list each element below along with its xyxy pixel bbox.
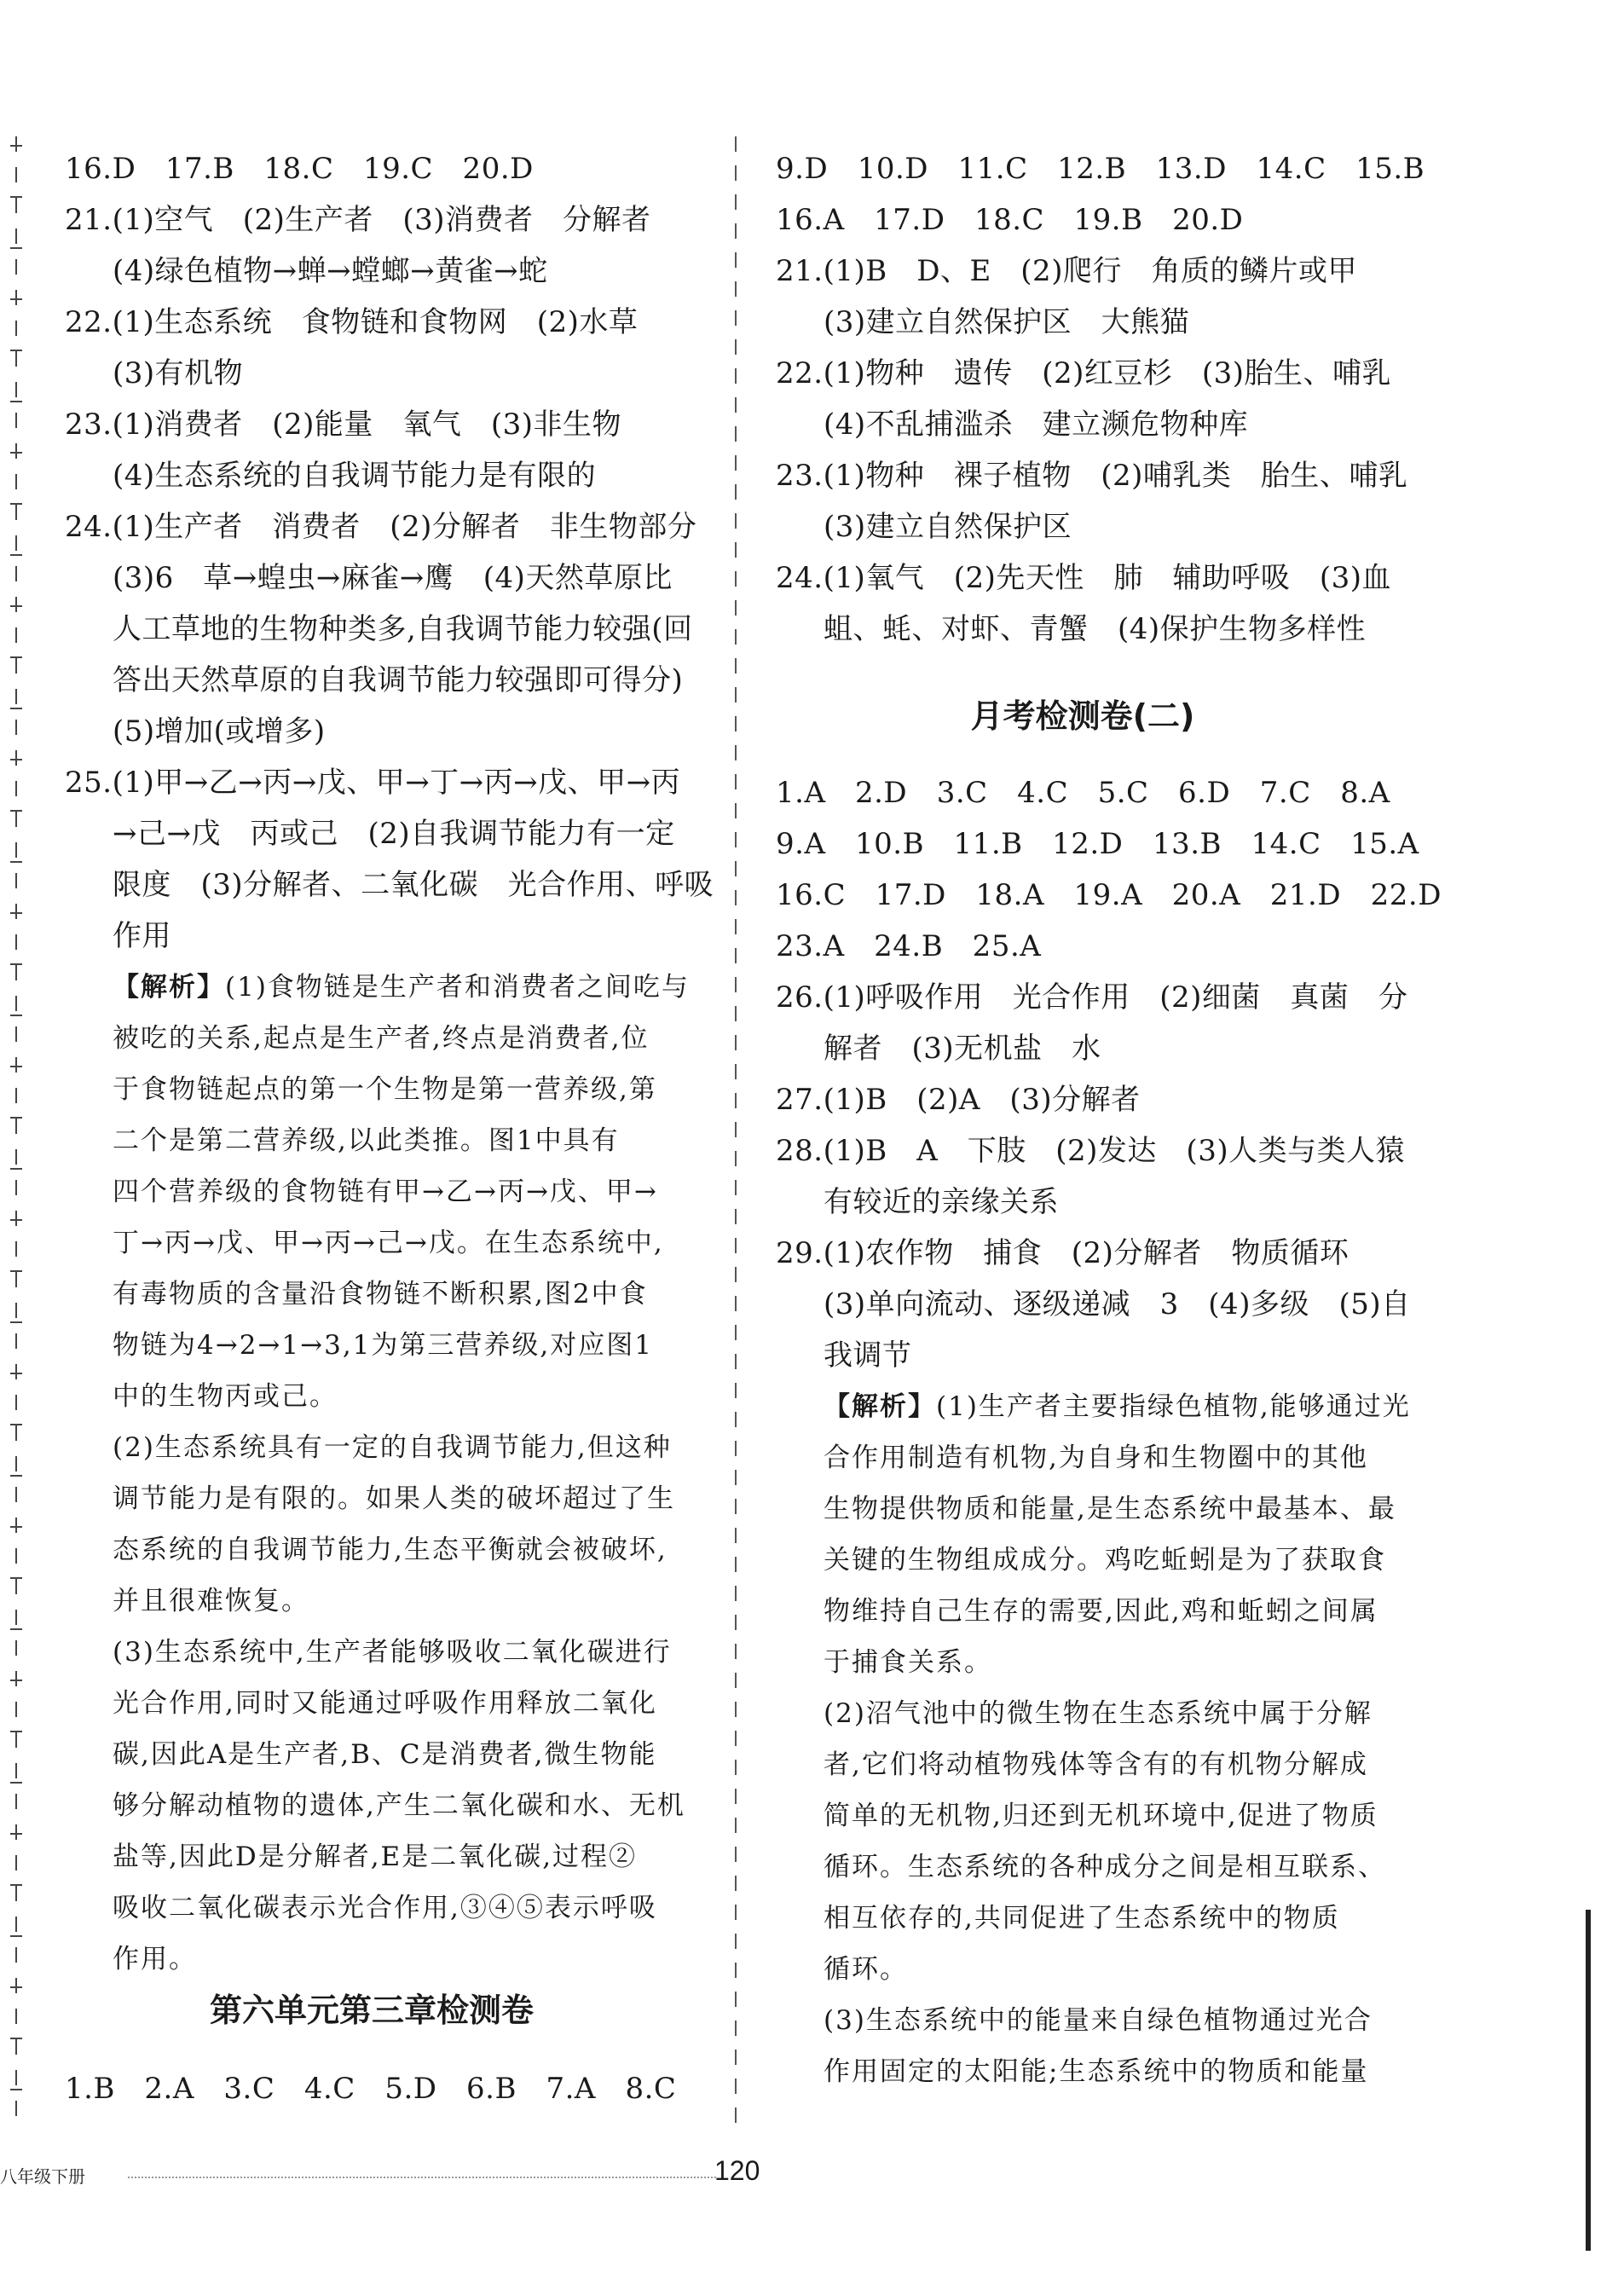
answer-line: (3)有机物: [113, 356, 244, 390]
binding-tick: [10, 1117, 22, 1119]
analysis-line: 于捕食关系。: [824, 1647, 992, 1678]
binding-tick: [10, 1015, 22, 1016]
right-column: [776, 143, 1475, 655]
analysis-line: 吸收二氧化碳表示光合作用,③④⑤表示呼吸: [113, 1893, 657, 1923]
binding-tick: [10, 1782, 22, 1784]
left-column: [65, 143, 764, 1985]
answer-line: 1.A 2.D 3.C 4.C 5.C 6.D 7.C 8.A: [776, 776, 1390, 810]
answer-line: 16.C 17.D 18.A 19.A 20.A 21.D 22.D: [776, 878, 1442, 912]
answer-line: 作用: [113, 919, 171, 953]
answer-line: 23.A 24.B 25.A: [776, 929, 1042, 963]
binding-tick: [10, 1884, 22, 1886]
answer-line: 有较近的亲缘关系: [824, 1185, 1059, 1219]
analysis-line: 【解析】(1)生产者主要指绿色植物,能够通过光: [824, 1391, 1411, 1422]
binding-tick: [10, 1424, 22, 1425]
binding-tick: [10, 247, 22, 249]
binding-tick: [10, 1935, 22, 1937]
answer-line: 16.D 17.B 18.C 19.C 20.D: [65, 152, 534, 186]
binding-tick: [10, 145, 22, 147]
binding-tick: [10, 503, 22, 505]
analysis-line: 简单的无机物,归还到无机环境中,促进了物质: [824, 1801, 1378, 1831]
binding-tick: [10, 605, 22, 607]
analysis-line: 作用固定的太阳能;生态系统中的物质和能量: [824, 2056, 1369, 2087]
analysis-line: 有毒物质的含量沿食物链不断积累,图2中食: [113, 1279, 648, 1310]
answer-line: (3)6 草→蝗虫→麻雀→鹰 (4)天然草原比: [113, 561, 673, 595]
binding-tick: [10, 1833, 22, 1835]
answer-line: 答出天然草原的自我调节能力较强即可得分): [113, 663, 684, 697]
analysis-line: 于食物链起点的第一个生物是第一营养级,第: [113, 1074, 657, 1105]
binding-tick: [10, 963, 22, 965]
binding-tick: [10, 708, 22, 709]
section-heading: 第六单元第三章检测卷: [209, 1992, 534, 2029]
section-heading: 月考检测卷(二): [970, 697, 1195, 735]
binding-tick: [10, 554, 22, 556]
binding-tick: [10, 2089, 22, 2090]
analysis-line: 碳,因此A是生产者,B、C是消费者,微生物能: [113, 1739, 657, 1770]
answer-line: 22.(1)物种 遗传 (2)红豆杉 (3)胎生、哺乳: [776, 356, 1392, 390]
answer-line: (4)生态系统的自我调节能力是有限的: [113, 459, 597, 493]
binding-tick: [10, 810, 22, 812]
analysis-line: 够分解动植物的遗体,产生二氧化碳和水、无机: [113, 1790, 685, 1821]
answer-line: 24.(1)生产者 消费者 (2)分解者 非生物部分: [65, 510, 697, 544]
analysis-line: 【解析】(1)食物链是生产者和消费者之间吃与: [113, 972, 690, 1003]
answer-line: 22.(1)生态系统 食物链和食物网 (2)水草: [65, 305, 639, 339]
binding-tick: [10, 759, 22, 760]
answer-line: 21.(1)B D、E (2)爬行 角质的鳞片或甲: [776, 254, 1357, 288]
analysis-line: 循环。生态系统的各种成分之间是相互联系、: [824, 1852, 1386, 1882]
scan-edge-shadow: [1586, 1910, 1591, 2251]
analysis-line: 态系统的自我调节能力,生态平衡就会被破坏,: [113, 1535, 668, 1565]
binding-tick: [10, 1731, 22, 1732]
binding-tick: [10, 1321, 22, 1323]
binding-tick: [10, 1219, 22, 1221]
answer-line: 21.(1)空气 (2)生产者 (3)消费者 分解者: [65, 203, 651, 237]
answer-line: (4)不乱捕滥杀 建立濒危物种库: [824, 408, 1249, 442]
answer-line: 24.(1)氧气 (2)先天性 肺 辅助呼吸 (3)血: [776, 561, 1392, 595]
analysis-tag: 【解析】: [113, 972, 225, 1003]
analysis-line: 盐等,因此D是分解者,E是二氧化碳,过程②: [113, 1841, 638, 1872]
analysis-line: 并且很难恢复。: [113, 1586, 309, 1616]
binding-tick: [10, 912, 22, 914]
answer-line: 28.(1)B A 下肢 (2)发达 (3)人类与类人猿: [776, 1134, 1406, 1168]
binding-tick: [10, 1680, 22, 1681]
binding-tick: [10, 298, 22, 300]
analysis-line: 相互依存的,共同促进了生态系统中的物质: [824, 1903, 1340, 1934]
binding-margin-line: [15, 136, 17, 2123]
answer-line: 9.A 10.B 11.B 12.D 13.B 14.C 15.A: [776, 827, 1419, 861]
binding-tick: [10, 1526, 22, 1528]
analysis-line: 被吃的关系,起点是生产者,终点是消费者,位: [113, 1023, 650, 1054]
answer-line: 蛆、蚝、对虾、青蟹 (4)保护生物多样性: [824, 612, 1367, 646]
analysis-line: 作用。: [113, 1944, 197, 1974]
binding-tick: [10, 861, 22, 863]
answer-line: 限度 (3)分解者、二氧化碳 光合作用、呼吸: [113, 868, 714, 902]
binding-tick: [10, 350, 22, 351]
analysis-line: 循环。: [824, 1954, 908, 1985]
binding-tick: [10, 1066, 22, 1067]
analysis-line: 合作用制造有机物,为自身和生物圈中的其他: [824, 1443, 1368, 1473]
analysis-line: 光合作用,同时又能通过呼吸作用释放二氧化: [113, 1688, 657, 1719]
analysis-line: 者,它们将动植物残体等含有的有机物分解成: [824, 1749, 1368, 1780]
analysis-line: 生物提供物质和能量,是生态系统中最基本、最: [824, 1494, 1396, 1524]
footer-grade-label: 八年级下册: [0, 2166, 85, 2187]
binding-tick: [10, 1373, 22, 1374]
binding-tick: [10, 452, 22, 454]
analysis-line: (3)生态系统中的能量来自绿色植物通过光合: [824, 2005, 1373, 2036]
answer-line: 29.(1)农作物 捕食 (2)分解者 物质循环: [776, 1236, 1349, 1270]
answer-line: 16.A 17.D 18.C 19.B 20.D: [776, 203, 1244, 237]
analysis-line: 物维持自己生存的需要,因此,鸡和蚯蚓之间属: [824, 1596, 1378, 1627]
answer-line: (4)绿色植物→蝉→螳螂→黄雀→蛇: [113, 254, 548, 288]
answer-line: 我调节: [824, 1338, 912, 1373]
answer-line: 解者 (3)无机盐 水: [824, 1032, 1101, 1066]
right-lower-block: [776, 767, 1475, 2097]
binding-tick: [10, 1475, 22, 1477]
answer-line: (3)单向流动、逐级递减 3 (4)多级 (5)自: [824, 1287, 1411, 1321]
answer-line: (3)建立自然保护区: [824, 510, 1072, 544]
answer-line: 23.(1)物种 裸子植物 (2)哺乳类 胎生、哺乳: [776, 459, 1408, 493]
footer-dotted-rule: [128, 2177, 716, 2178]
answer-line: 人工草地的生物种类多,自我调节能力较强(回: [113, 612, 693, 646]
binding-tick: [10, 1168, 22, 1170]
analysis-line: 物链为4→2→1→3,1为第三营养级,对应图1: [113, 1330, 653, 1361]
answer-line: (5)增加(或增多): [113, 714, 326, 749]
binding-tick: [10, 1577, 22, 1579]
answer-line: 23.(1)消费者 (2)能量 氧气 (3)非生物: [65, 408, 622, 442]
analysis-line: (2)生态系统具有一定的自我调节能力,但这种: [113, 1432, 672, 1463]
answer-line: 25.(1)甲→乙→丙→戊、甲→丁→丙→戊、甲→丙: [65, 766, 681, 800]
answer-line: →己→戊 丙或己 (2)自我调节能力有一定: [113, 817, 675, 851]
analysis-line: 二个是第二营养级,以此类推。图1中具有: [113, 1125, 620, 1156]
analysis-line: 丁→丙→戊、甲→丙→己→戊。在生态系统中,: [113, 1228, 664, 1258]
binding-tick: [10, 1986, 22, 1988]
analysis-line: (2)沼气池中的微生物在生态系统中属于分解: [824, 1698, 1373, 1729]
binding-tick: [10, 1270, 22, 1272]
answer-line: 27.(1)B (2)A (3)分解者: [776, 1083, 1141, 1117]
analysis-tag: 【解析】: [824, 1391, 936, 1422]
analysis-line: 中的生物丙或己。: [113, 1381, 338, 1412]
binding-tick: [10, 401, 22, 402]
answer-line: (3)建立自然保护区 大熊猫: [824, 305, 1190, 339]
analysis-line: 关键的生物组成成分。鸡吃蚯蚓是为了获取食: [824, 1545, 1386, 1576]
analysis-line: 四个营养级的食物链有甲→乙→丙→戊、甲→: [113, 1177, 658, 1207]
binding-tick: [10, 2038, 22, 2039]
analysis-line: 调节能力是有限的。如果人类的破坏超过了生: [113, 1483, 675, 1514]
answer-line: 26.(1)呼吸作用 光合作用 (2)细菌 真菌 分: [776, 980, 1408, 1015]
analysis-line: (3)生态系统中,生产者能够吸收二氧化碳进行: [113, 1637, 672, 1668]
binding-tick: [10, 196, 22, 198]
page-number: 120: [714, 2155, 760, 2186]
binding-tick: [10, 1628, 22, 1630]
binding-tick: [10, 656, 22, 658]
answer-line: 9.D 10.D 11.C 12.B 13.D 14.C 15.B: [776, 152, 1425, 186]
answer-line: 1.B 2.A 3.C 4.C 5.D 6.B 7.A 8.C: [65, 2072, 677, 2106]
